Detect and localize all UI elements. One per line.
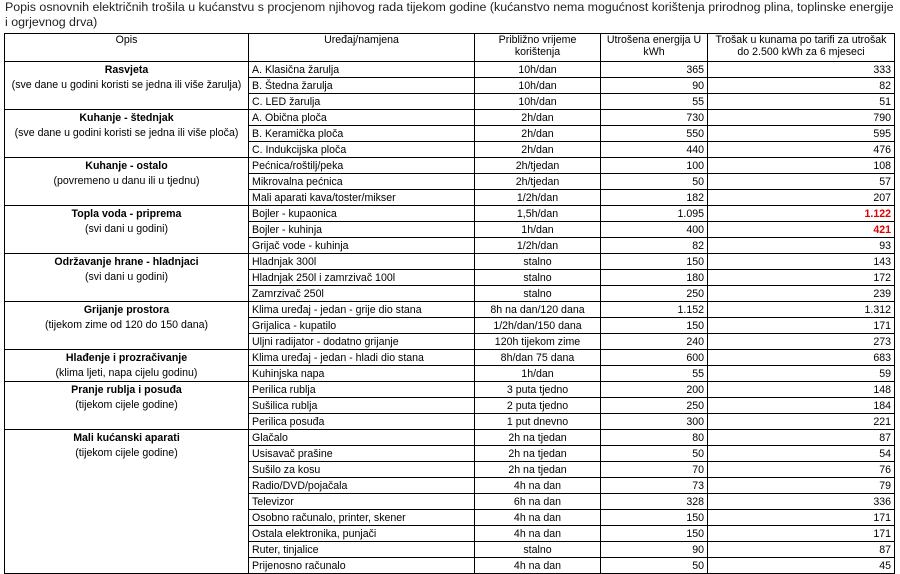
- time-cell: 1/2h/dan/150 dana: [475, 318, 601, 334]
- device-cell: Grijalica - kupatilo: [249, 318, 475, 334]
- cost-cell: 790: [708, 110, 895, 126]
- device-cell: Ostala elektronika, punjači: [249, 526, 475, 542]
- group-description: [5, 254, 249, 302]
- energy-cell: 600: [601, 350, 708, 366]
- table-row: [5, 382, 895, 398]
- header-opis: Opis: [5, 34, 249, 62]
- device-cell: B. Keramička ploča: [249, 126, 475, 142]
- time-cell: 10h/dan: [475, 62, 601, 78]
- table-row: [5, 302, 895, 318]
- cost-cell: 683: [708, 350, 895, 366]
- cost-cell: 87: [708, 542, 895, 558]
- group-title: Kuhanje - štednjak: [79, 112, 174, 124]
- group-title: Mali kućanski aparati: [73, 432, 180, 444]
- table-row: [5, 254, 895, 270]
- device-cell: Ruter, tinjalice: [249, 542, 475, 558]
- energy-cell: 70: [601, 462, 708, 478]
- energy-cell: 73: [601, 478, 708, 494]
- time-cell: 2h/dan: [475, 110, 601, 126]
- cost-cell: 333: [708, 62, 895, 78]
- energy-cell: 182: [601, 190, 708, 206]
- group-subtitle: (povremeno u danu ili u tjednu): [53, 174, 200, 187]
- energy-cell: 400: [601, 222, 708, 238]
- energy-cell: 328: [601, 494, 708, 510]
- group-title: Rasvjeta: [104, 64, 149, 76]
- group-description: [5, 382, 249, 430]
- group-description: [5, 430, 249, 574]
- device-cell: Usisavač prašine: [249, 446, 475, 462]
- time-cell: 1h/dan: [475, 366, 601, 382]
- energy-cell: 150: [601, 526, 708, 542]
- energy-cell: 200: [601, 382, 708, 398]
- table-body: [5, 62, 895, 574]
- energy-cell: 55: [601, 94, 708, 110]
- header-trosak: Trošak u kunama po tarifi za utrošak do 2.500 kWh za 6 mjeseci: [708, 34, 895, 62]
- cost-cell: 93: [708, 238, 895, 254]
- device-cell: Glačalo: [249, 430, 475, 446]
- group-subtitle: (sve dane u godini koristi se jedna ili više ploča): [14, 126, 239, 139]
- table-row: [5, 430, 895, 446]
- energy-cell: 250: [601, 286, 708, 302]
- cost-cell: 184: [708, 398, 895, 414]
- group-title: Grijanje prostora: [83, 304, 170, 316]
- time-cell: 2h/tjedan: [475, 158, 601, 174]
- time-cell: 2h/dan: [475, 142, 601, 158]
- device-cell: Grijač vode - kuhinja: [249, 238, 475, 254]
- group-title: Topla voda - priprema: [71, 208, 182, 220]
- cost-cell: 148: [708, 382, 895, 398]
- cost-cell: 171: [708, 526, 895, 542]
- energy-cell: 90: [601, 78, 708, 94]
- time-cell: 1/2h/dan: [475, 238, 601, 254]
- group-description: [5, 62, 249, 110]
- time-cell: stalno: [475, 270, 601, 286]
- cost-cell: 595: [708, 126, 895, 142]
- energy-cell: 180: [601, 270, 708, 286]
- energy-cell: 150: [601, 510, 708, 526]
- time-cell: 1,5h/dan: [475, 206, 601, 222]
- energy-cell: 440: [601, 142, 708, 158]
- energy-cell: 50: [601, 446, 708, 462]
- device-cell: Sušilica rublja: [249, 398, 475, 414]
- header-uredjaj: Uređaj/namjena: [249, 34, 475, 62]
- energy-cell: 730: [601, 110, 708, 126]
- time-cell: 2 puta tjedno: [475, 398, 601, 414]
- table-row: [5, 110, 895, 126]
- energy-cell: 365: [601, 62, 708, 78]
- table-row: [5, 158, 895, 174]
- device-cell: B. Štedna žarulja: [249, 78, 475, 94]
- energy-cell: 50: [601, 174, 708, 190]
- table-row: [5, 350, 895, 366]
- cost-cell: 172: [708, 270, 895, 286]
- cost-cell: 336: [708, 494, 895, 510]
- energy-cell: 1.152: [601, 302, 708, 318]
- device-cell: Bojler - kupaonica: [249, 206, 475, 222]
- cost-cell: 239: [708, 286, 895, 302]
- cost-cell: 1.312: [708, 302, 895, 318]
- device-cell: Klima uređaj - jedan - hladi dio stana: [249, 350, 475, 366]
- cost-cell: 51: [708, 94, 895, 110]
- appliance-table: [4, 33, 895, 574]
- device-cell: Mikrovalna pećnica: [249, 174, 475, 190]
- group-title: Hlađenje i prozračivanje: [65, 352, 188, 364]
- cost-cell: 45: [708, 558, 895, 574]
- cost-cell: 79: [708, 478, 895, 494]
- device-cell: Klima uređaj - jedan - grije dio stana: [249, 302, 475, 318]
- device-cell: Radio/DVD/pojačala: [249, 478, 475, 494]
- time-cell: 1/2h/dan: [475, 190, 601, 206]
- cost-cell: 273: [708, 334, 895, 350]
- page-caption: Popis osnovnih električnih trošila u kućanstvu s procjenom njihovog rada tijekom godine (kućanstvo nema mogućnost korištenja prirodnog plina, toplinske energije i ogrjevnog drva): [5, 0, 894, 29]
- time-cell: 3 puta tjedno: [475, 382, 601, 398]
- cost-cell: 207: [708, 190, 895, 206]
- energy-cell: 150: [601, 318, 708, 334]
- cost-cell: 76: [708, 462, 895, 478]
- time-cell: stalno: [475, 542, 601, 558]
- table-row: [5, 62, 895, 78]
- device-cell: A. Obična ploča: [249, 110, 475, 126]
- time-cell: 2h na tjedan: [475, 430, 601, 446]
- device-cell: C. Indukcijska ploča: [249, 142, 475, 158]
- time-cell: 8h/dan 75 dana: [475, 350, 601, 366]
- cost-cell: 54: [708, 446, 895, 462]
- cost-cell: 476: [708, 142, 895, 158]
- device-cell: Zamrzivač 250l: [249, 286, 475, 302]
- group-title: Kuhanje - ostalo: [85, 160, 168, 172]
- time-cell: 4h na dan: [475, 526, 601, 542]
- header-energija: Utrošena energija U kWh: [601, 34, 708, 62]
- energy-cell: 150: [601, 254, 708, 270]
- table-header-row: [5, 34, 895, 62]
- cost-cell: 171: [708, 318, 895, 334]
- device-cell: Osobno računalo, printer, skener: [249, 510, 475, 526]
- group-subtitle: (tijekom cijele godine): [75, 398, 178, 411]
- device-cell: Hladnjak 250l i zamrzivač 100l: [249, 270, 475, 286]
- energy-cell: 90: [601, 542, 708, 558]
- group-subtitle: (klima ljeti, napa cijelu godinu): [55, 366, 198, 379]
- device-cell: Hladnjak 300l: [249, 254, 475, 270]
- energy-cell: 240: [601, 334, 708, 350]
- time-cell: 2h/tjedan: [475, 174, 601, 190]
- group-subtitle: (svi dani u godini): [84, 222, 169, 235]
- group-description: [5, 158, 249, 206]
- group-subtitle: (tijekom cijele godine): [75, 446, 178, 459]
- cost-cell: 171: [708, 510, 895, 526]
- group-subtitle: (tijekom zime od 120 do 150 dana): [44, 318, 209, 331]
- energy-cell: 80: [601, 430, 708, 446]
- device-cell: Televizor: [249, 494, 475, 510]
- energy-cell: 250: [601, 398, 708, 414]
- device-cell: Perilica posuđa: [249, 414, 475, 430]
- time-cell: 2h/dan: [475, 126, 601, 142]
- header-vrijeme: Približno vrijeme korištenja: [475, 34, 601, 62]
- cost-cell: 108: [708, 158, 895, 174]
- time-cell: 6h na dan: [475, 494, 601, 510]
- time-cell: 1h/dan: [475, 222, 601, 238]
- energy-cell: 550: [601, 126, 708, 142]
- table-row: [5, 206, 895, 222]
- group-description: [5, 206, 249, 254]
- group-title: Pranje rublja i posuđa: [71, 384, 182, 396]
- time-cell: 120h tijekom zime: [475, 334, 601, 350]
- energy-cell: 300: [601, 414, 708, 430]
- time-cell: 8h na dan/120 dana: [475, 302, 601, 318]
- time-cell: 4h na dan: [475, 510, 601, 526]
- group-title: Održavanje hrane - hladnjaci: [54, 256, 199, 268]
- cost-cell: 143: [708, 254, 895, 270]
- time-cell: stalno: [475, 286, 601, 302]
- device-cell: Prijenosno računalo: [249, 558, 475, 574]
- group-subtitle: (sve dane u godini koristi se jedna ili više žarulja): [11, 78, 242, 91]
- cost-cell: 59: [708, 366, 895, 382]
- time-cell: 1 put dnevno: [475, 414, 601, 430]
- device-cell: Mali aparati kava/toster/mikser: [249, 190, 475, 206]
- cost-cell: 221: [708, 414, 895, 430]
- device-cell: Bojler - kuhinja: [249, 222, 475, 238]
- group-description: [5, 350, 249, 382]
- device-cell: A. Klasična žarulja: [249, 62, 475, 78]
- time-cell: 10h/dan: [475, 94, 601, 110]
- time-cell: stalno: [475, 254, 601, 270]
- energy-cell: 100: [601, 158, 708, 174]
- cost-cell: 87: [708, 430, 895, 446]
- device-cell: Kuhinjska napa: [249, 366, 475, 382]
- group-description: [5, 110, 249, 158]
- time-cell: 10h/dan: [475, 78, 601, 94]
- time-cell: 2h na tjedan: [475, 462, 601, 478]
- time-cell: 2h na tjedan: [475, 446, 601, 462]
- cost-cell: 1.122: [708, 206, 895, 222]
- device-cell: Uljni radijator - dodatno grijanje: [249, 334, 475, 350]
- device-cell: C. LED žarulja: [249, 94, 475, 110]
- time-cell: 4h na dan: [475, 558, 601, 574]
- energy-cell: 1.095: [601, 206, 708, 222]
- group-subtitle: (svi dani u godini): [84, 270, 169, 283]
- time-cell: 4h na dan: [475, 478, 601, 494]
- cost-cell: 421: [708, 222, 895, 238]
- device-cell: Pećnica/roštilj/peka: [249, 158, 475, 174]
- energy-cell: 55: [601, 366, 708, 382]
- energy-cell: 50: [601, 558, 708, 574]
- cost-cell: 82: [708, 78, 895, 94]
- device-cell: Sušilo za kosu: [249, 462, 475, 478]
- energy-cell: 82: [601, 238, 708, 254]
- device-cell: Perilica rublja: [249, 382, 475, 398]
- cost-cell: 57: [708, 174, 895, 190]
- group-description: [5, 302, 249, 350]
